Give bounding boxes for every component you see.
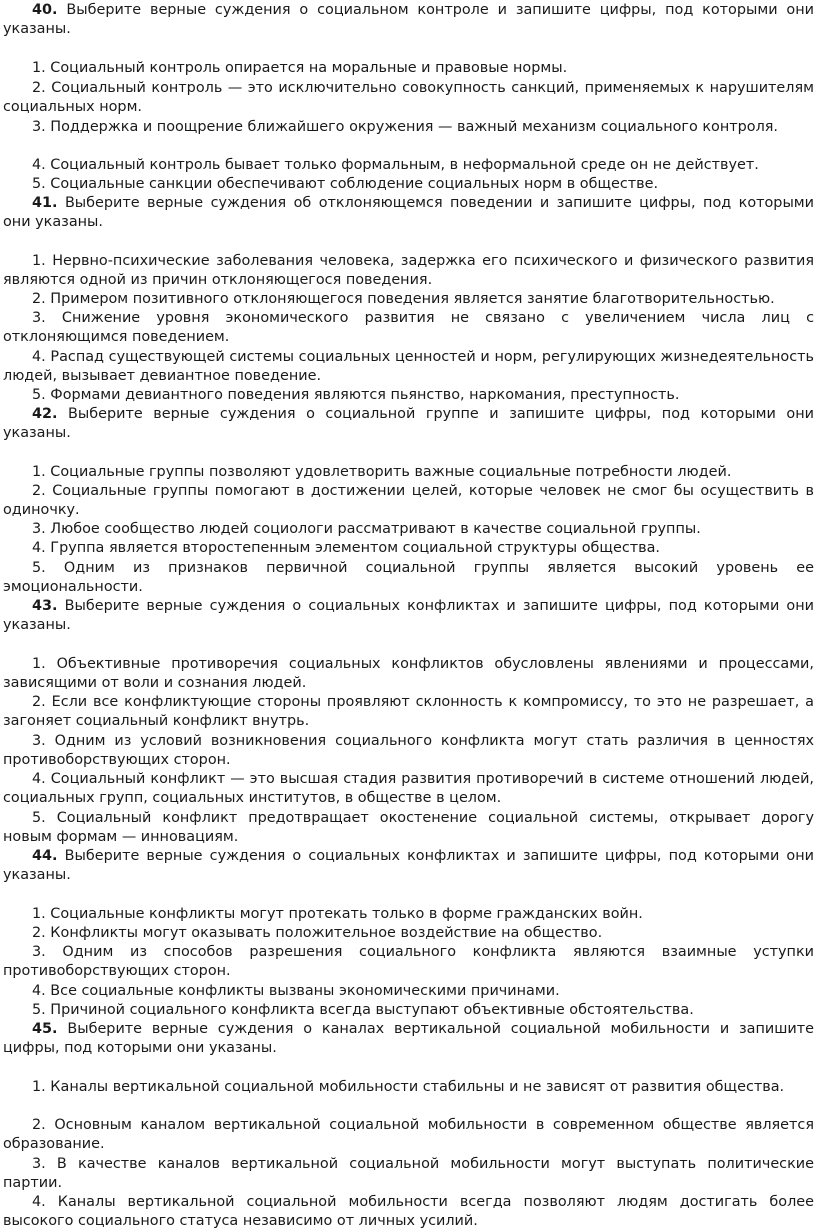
question-45-option-4: 4. Каналы вертикальной социальной мобильности всегда позволяют людям достигать более высокого социального статуса независимо от личных усилий.	[3, 1194, 814, 1230]
question-42-option-2: 2. Социальные группы помогают в достижении целей, которые человек не смог бы осуществить в одиночку.	[3, 483, 814, 519]
question-44-option-3: 3. Одним из способов разрешения социального конфликта являются взаимные уступки противоборствующих сторон.	[3, 944, 814, 980]
question-text: Выберите верные суждения об отклоняющемся поведении и запишите цифры, под которыми они указаны.	[3, 195, 815, 231]
question-42-option-1: 1. Социальные группы позволяют удовлетворить важные социальные потребности людей.	[32, 464, 732, 480]
question-41-option-2: 2. Примером позитивного отклоняющегося поведения является занятие благотворительностью.	[32, 291, 775, 307]
question-text: Выберите верные суждения о социальном контроле и запишите цифры, под которыми они указаны.	[3, 2, 814, 38]
question-45-option-1: 1. Каналы вертикальной социальной мобильности стабильны и не зависят от развития общества.	[32, 1079, 785, 1095]
question-43-option-5: 5. Социальный конфликт предотвращает окостенение социальной системы, открывает дорогу новым формам — инновациям.	[3, 810, 814, 846]
question-42-option-3: 3. Любое сообщество людей социологи рассматривают в качестве социальной группы.	[32, 521, 701, 537]
question-number: 42.	[32, 406, 58, 422]
question-45-option-2: 2. Основным каналом вертикальной социальной мобильности в современном обществе является образование.	[3, 1117, 814, 1153]
question-number: 45.	[32, 1021, 58, 1037]
question-number: 41.	[32, 195, 58, 211]
question-number: 44.	[32, 848, 58, 864]
question-42-option-5: 5. Одним из признаков первичной социальной группы является высокий уровень ее эмоциональности.	[3, 560, 814, 596]
question-40-option-4: 4. Социальный контроль бывает только формальным, в неформальной среде он не действует.	[32, 157, 759, 173]
question-44-option-4: 4. Все социальные конфликты вызваны экономическими причинами.	[32, 983, 560, 999]
question-43-option-4: 4. Социальный конфликт — это высшая стадия развития противоречий в системе отношений людей, социальных групп, социальных институтов, в обществе в целом.	[3, 771, 814, 807]
question-44-option-2: 2. Конфликты могут оказывать положительное воздействие на общество.	[32, 925, 603, 941]
question-text: Выберите верные суждения о каналах вертикальной социальной мобильности и запишите цифры, под которыми они указаны.	[3, 1021, 815, 1057]
question-44-prompt	[3, 847, 814, 885]
question-41-prompt	[3, 194, 814, 232]
question-42-option-4: 4. Группа является второстепенным элементом социальной структуры общества.	[32, 540, 660, 556]
question-40-option-5: 5. Социальные санкции обеспечивают соблюдение социальных норм в обществе.	[32, 176, 659, 192]
question-number: 40.	[32, 2, 58, 18]
question-43-prompt	[3, 597, 814, 635]
question-44-option-1: 1. Социальные конфликты могут протекать только в форме гражданских войн.	[32, 906, 643, 922]
question-43-option-3: 3. Одним из условий возникновения социального конфликта могут стать различия в ценностях противоборствующих сторон.	[3, 733, 814, 769]
question-40-prompt	[3, 1, 814, 39]
question-text: Выберите верные суждения о социальных конфликтах и запишите цифры, под которыми они указаны.	[3, 598, 814, 634]
question-45-prompt	[3, 1020, 814, 1058]
question-41-option-5: 5. Формами девиантного поведения являются пьянство, наркомания, преступность.	[32, 387, 680, 403]
question-40-option-2: 2. Социальный контроль — это исключительно совокупность санкций, применяемых к нарушителям социальных норм.	[3, 80, 814, 116]
question-40-option-1: 1. Социальный контроль опирается на моральные и правовые нормы.	[32, 60, 568, 76]
question-text: Выберите верные суждения о социальных конфликтах и запишите цифры, под которыми они указаны.	[3, 848, 814, 884]
question-41-option-1: 1. Нервно-психические заболевания человека, задержка его психического и физического развития являются одной из причин отклоняющегося поведения.	[3, 253, 814, 289]
question-41-option-3: 3. Снижение уровня экономического развития не связано с увеличением числа лиц с отклоняющимся поведением.	[3, 310, 814, 346]
question-41-option-4: 4. Распад существующей системы социальных ценностей и норм, регулирующих жизнедеятельность людей, вызывает девиантное поведение.	[3, 349, 814, 385]
question-text: Выберите верные суждения о социальной группе и запишите цифры, под которыми они указаны.	[3, 406, 814, 442]
question-45-option-3: 3. В качестве каналов вертикальной социальной мобильности могут выступать политические партии.	[3, 1156, 814, 1192]
question-43-option-1: 1. Объективные противоречия социальных конфликтов обусловлены явлениями и процессами, зависящими от воли и сознания людей.	[3, 656, 814, 692]
question-number: 43.	[32, 598, 58, 614]
question-42-prompt	[3, 405, 814, 443]
question-44-option-5: 5. Причиной социального конфликта всегда выступают объективные обстоятельства.	[32, 1002, 694, 1018]
question-40-option-3: 3. Поддержка и поощрение ближайшего окружения — важный механизм социального контроля.	[32, 119, 779, 135]
question-43-option-2: 2. Если все конфликтующие стороны проявляют склонность к компромиссу, то это не разрешает, а загоняет социальный конфликт внутрь.	[3, 694, 814, 730]
